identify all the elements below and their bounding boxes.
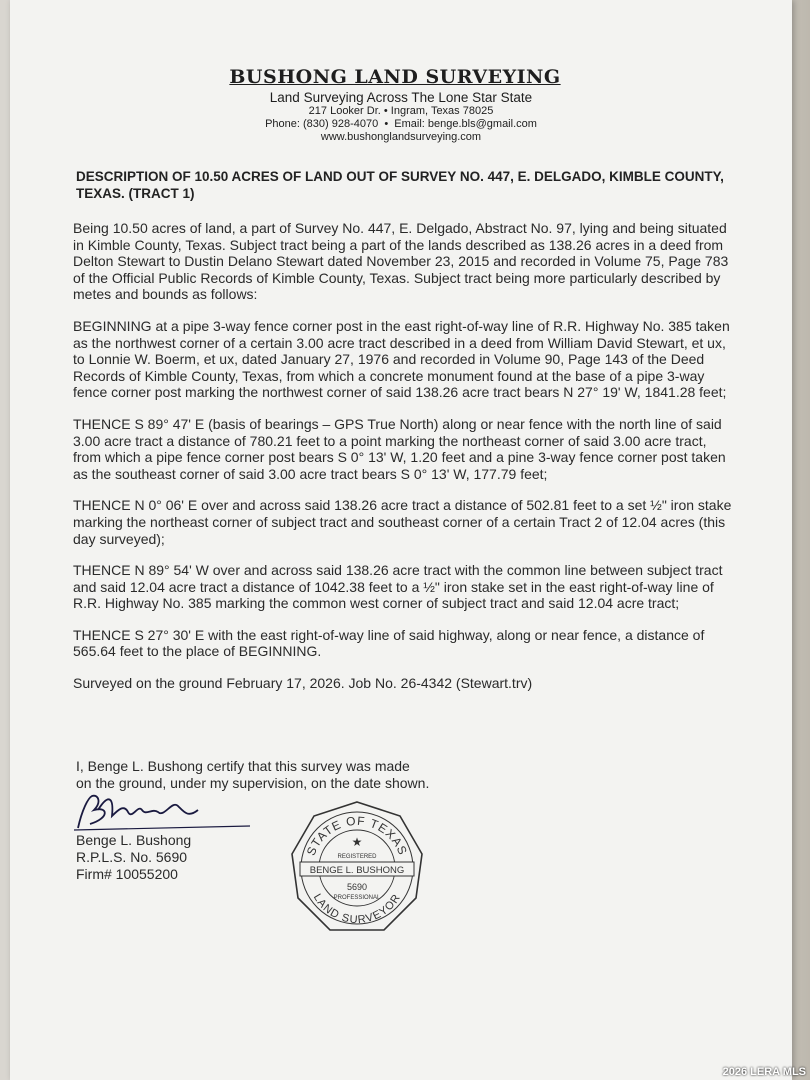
document-page [10,0,792,1080]
paragraph-beginning: BEGINNING at a pipe 3-way fence corner post in the east right-of-way line of R.R. Highway No. 385 taken as the northwest corner of a certain 3.00 acre tract described in a deed from William David Stewart, et ux, to Lonnie W. Boerm, et ux, dated January 27, 1976 and recorded in Volume 90, Page 143 of the Deed Records of Kimble County, Texas, from which a concrete monument found at the base of a pipe 3-way fence corner post marking the northwest corner of said 138.26 acre tract bears N 27° 19' W, 1841.28 feet; [73,317,730,401]
rpls-number: R.P.L.S. No. 5690 [76,849,188,865]
surveyor-seal [288,798,426,938]
seal-star-icon: ★ [351,835,363,849]
seal-land-surveyor-text: LAND SURVEYOR [310,891,404,927]
mls-watermark: 2026 LERA MLS [722,1066,806,1078]
certification-line-2: on the ground, under my supervision, on the date shown. [76,775,430,791]
paragraph-call-4: THENCE S 27° 30' E with the east right-of-way line of said highway, along or near fence, a distance of 565.64 feet to the place of BEGINNING. [73,626,705,660]
letterhead [10,66,792,144]
handwritten-signature [68,790,268,838]
paragraph-intro: Being 10.50 acres of land, a part of Survey No. 447, E. Delgado, Abstract No. 97, lying and being situated in Kimble County, Texas. Subject tract being a part of the lands described as 138.26 acres in a deed from Delton Stewart to Dustin Delano Stewart dated November 23, 2015 and recorded in Volume 75, Page 783 of the Official Public Records of Kimble County, Texas. Subject tract being more particularly described by metes and bounds as follows: [73,220,729,303]
paragraph-call-3: THENCE N 89° 54' W over and across said 138.26 acre tract with the common line between subject tract and said 12.04 acre tract a distance of 1042.38 feet to a ½" iron stake set in the east right-of-way line of R.R. Highway No. 385 marking the common west corner of subject tract and said 12.04 acre tract; [73,562,723,612]
seal-professional-text: PROFESSIONAL [333,895,381,901]
field-notes-body [73,220,733,707]
company-address: 217 Looker Dr. • Ingram, Texas 78025 [308,105,494,117]
paragraph-call-1: THENCE S 89° 47' E (basis of bearings – GPS True North) along or near fence with the north line of said 3.00 acre tract a distance of 780.21 feet to a point marking the northeast corner of said 3.00 acre tract, from which a pipe fence corner post bears S 0° 13' W, 1.20 feet and a pine 3-way fence corner post taken as the southeast corner of said 3.00 acre tract bears S 0° 13' W, 177.79 feet; [73,415,726,482]
certification-statement [76,758,429,792]
certification-line-1: I, Benge L. Bushong certify that this survey was made [76,758,410,774]
paragraph-call-2: THENCE N 0° 06' E over and across said 138.26 acre tract a distance of 502.81 feet to a set ½" iron stake marking the northeast corner of subject tract and southeast corner of a certain Tract 2 of 12.04 acres (this day surveyed); [73,497,732,547]
company-website: www.bushonglandsurveying.com [320,131,482,143]
seal-registered-text: REGISTERED [337,854,377,860]
document-title: DESCRIPTION OF 10.50 ACRES OF LAND OUT OF SURVEY NO. 447, E. DELGADO, KIMBLE COUNTY, TEXAS. (TRACT 1) [76,169,724,201]
company-tagline: Land Surveying Across The Lone Star State [269,90,533,105]
seal-surveyor-name: BENGE L. BUSHONG [309,865,405,876]
signature-block [76,832,191,883]
company-contact: Phone: (830) 928-4070 • Email: benge.bls@gmail.com [265,118,537,130]
company-name: BUSHONG LAND SURVEYING [229,66,561,88]
surveyor-name: Benge L. Bushong [76,832,192,848]
survey-date-line: Surveyed on the ground February 17, 2026. Job No. 26-4342 (Stewart.trv) [73,675,533,692]
firm-number: Firm# 10055200 [76,866,178,882]
seal-state-text: STATE OF TEXAS [303,813,411,858]
seal-number: 5690 [346,882,368,892]
